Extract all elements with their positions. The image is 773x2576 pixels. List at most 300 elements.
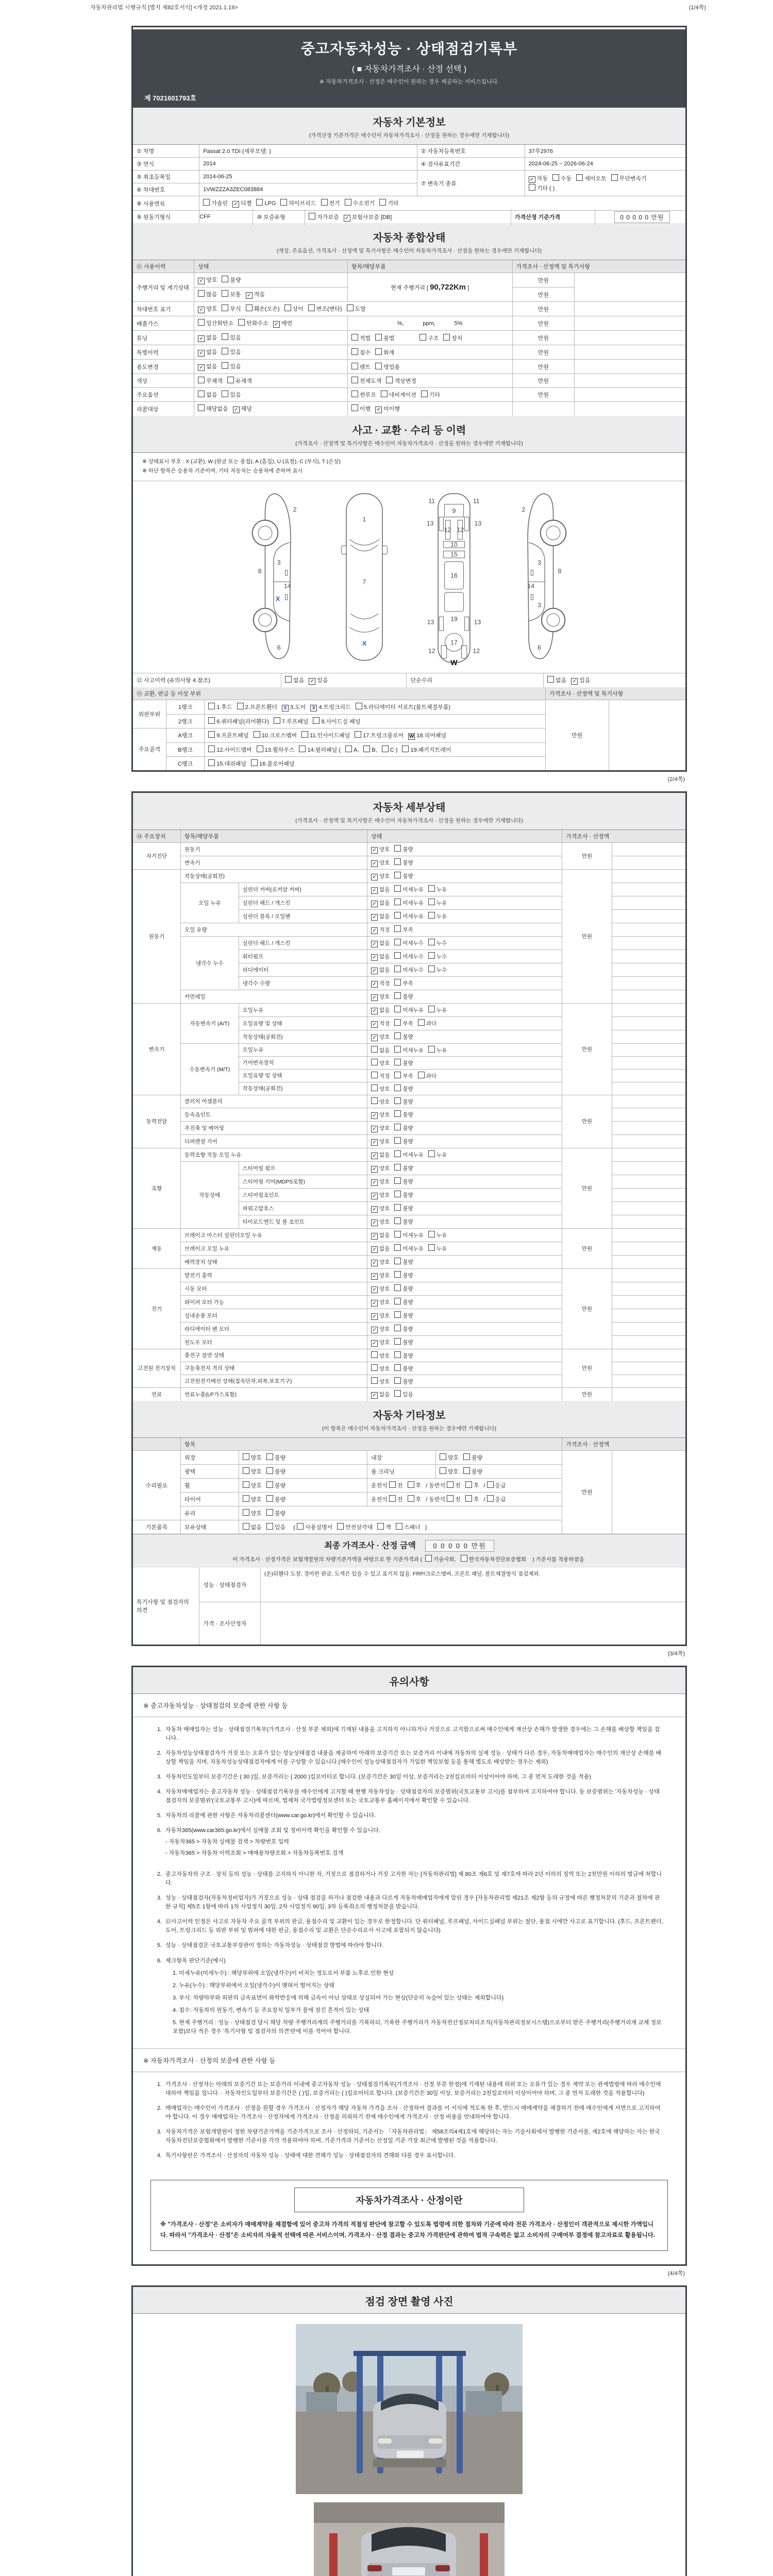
checkbox-양호[interactable] — [198, 276, 217, 284]
price-amount-cell: 만원 — [562, 869, 612, 1003]
checkbox-불량[interactable] — [394, 1284, 413, 1293]
checkbox-미세누유[interactable] — [394, 1046, 424, 1054]
checkbox-양호[interactable] — [371, 1164, 390, 1173]
checkbox-있음[interactable] — [266, 1523, 285, 1531]
checkbox-불량[interactable] — [394, 1191, 413, 1199]
title-band — [133, 27, 685, 108]
checkbox-양호[interactable] — [243, 1467, 262, 1476]
inspection-item-label: 작동상태(공회전) — [239, 1082, 367, 1095]
checkbox-icon: ✓ — [371, 1206, 378, 1213]
checkbox-LPG[interactable] — [256, 199, 276, 207]
checkbox-불량[interactable] — [463, 1467, 482, 1476]
checkbox-전[interactable] — [447, 1495, 461, 1503]
checkbox-미세누유[interactable] — [394, 1244, 424, 1252]
checkbox-불량[interactable] — [463, 1453, 482, 1462]
checkbox-미세누유[interactable] — [394, 899, 424, 907]
checkbox-스패너[interactable] — [396, 1523, 421, 1531]
checkbox-미세누수[interactable] — [394, 965, 424, 974]
checkbox-유채색[interactable] — [227, 377, 252, 385]
checkbox-1.후드[interactable] — [208, 703, 232, 711]
checkbox-미세누유[interactable] — [394, 1150, 424, 1159]
checkbox-도말[interactable] — [347, 304, 366, 313]
checkbox-양호[interactable] — [371, 845, 390, 854]
checkbox-없음[interactable] — [198, 391, 217, 399]
checkbox-없음[interactable] — [285, 676, 304, 684]
checkbox-label: 2.프론트휀더 — [245, 704, 277, 710]
checkbox-icon — [254, 731, 260, 738]
checkbox-안전삼각대[interactable] — [337, 1523, 373, 1531]
checkbox-없음[interactable] — [371, 939, 390, 947]
checkbox-불량[interactable] — [394, 1204, 413, 1212]
checkbox-전[interactable] — [389, 1495, 403, 1503]
checkbox-icon — [394, 1364, 401, 1371]
checkbox-불량[interactable] — [394, 1097, 413, 1106]
inspection-item-label: 구동축전지 격리 상태 — [181, 1362, 367, 1375]
checkbox-양호[interactable] — [371, 859, 390, 867]
inspection-item-label: 작동상태(공회전) — [181, 869, 367, 883]
checkbox-부족[interactable] — [394, 979, 413, 987]
checkbox-icon — [243, 1509, 249, 1516]
checkbox-양호[interactable] — [198, 304, 217, 313]
inspection-item-state — [367, 883, 562, 896]
special-note-cell — [612, 1043, 685, 1056]
checkbox-색상변경[interactable] — [386, 377, 416, 385]
checkbox-양호[interactable] — [440, 1453, 459, 1462]
device-group-label: 고전원 전기장치 — [133, 1349, 181, 1387]
checkbox-없음[interactable] — [371, 1006, 390, 1014]
checkbox-icon — [375, 348, 382, 355]
table-header-row — [133, 687, 685, 700]
checkbox-디젤[interactable] — [232, 199, 251, 208]
checkbox-icon — [394, 899, 401, 905]
section-note: (색상, 주요옵션, 가격조사 · 산정액 및 특기사항은 매수인이 자동차가격조사 · 산정을 원하는 경우에만 기재합니다) — [276, 248, 542, 254]
checkbox-썬루프[interactable] — [351, 391, 376, 399]
checkbox-불량[interactable] — [222, 276, 241, 284]
checkbox-없음[interactable] — [371, 966, 390, 974]
checkbox-5.라디에이터 서포트(볼트체결부품)[interactable] — [356, 703, 450, 711]
checkbox-8.사이드실 패널[interactable] — [313, 717, 360, 725]
checkbox-보험사보증 [DB][interactable] — [344, 213, 392, 222]
checkbox-icon — [611, 174, 618, 181]
checkbox-양호[interactable] — [371, 1325, 390, 1333]
checkbox-있음[interactable] — [222, 348, 241, 356]
checkbox-적정[interactable] — [371, 1020, 390, 1028]
checkbox-응급[interactable] — [487, 1481, 506, 1489]
checkbox-B,[interactable] — [363, 745, 377, 753]
checkbox-사용설명서[interactable] — [297, 1523, 332, 1531]
checkbox-세미오토[interactable] — [576, 174, 607, 182]
checkbox-미세누유[interactable] — [394, 912, 424, 920]
checkbox-해당없음[interactable] — [198, 404, 228, 413]
checkbox-icon — [266, 1509, 273, 1516]
checkbox-불량[interactable] — [266, 1481, 285, 1489]
checkbox-한국자동차진단보증협회[interactable] — [461, 1555, 527, 1563]
checkbox-양호[interactable] — [371, 1033, 390, 1041]
checkbox-9.프론트패널[interactable] — [208, 731, 248, 739]
inspection-item-label: 스티어링 펌프 — [239, 1161, 367, 1175]
checkbox-불량[interactable] — [394, 1032, 413, 1041]
checkbox-label: 양호 — [379, 846, 390, 853]
checkbox-기술사회,[interactable] — [425, 1555, 456, 1563]
checkbox-6.쿼터패널(리어휀다)[interactable] — [208, 717, 269, 725]
checkbox-불량[interactable] — [394, 992, 413, 1001]
checkbox-불량[interactable] — [266, 1495, 285, 1503]
checkbox-양호[interactable] — [371, 1272, 390, 1280]
checkbox-있음[interactable] — [394, 1390, 413, 1398]
checkbox-미세누수[interactable] — [394, 952, 424, 960]
checkbox-양호[interactable] — [371, 1097, 390, 1106]
checkbox-구조[interactable] — [419, 334, 439, 342]
checkbox-없음[interactable] — [371, 1231, 390, 1240]
checkbox-전체도색[interactable] — [351, 377, 382, 385]
checkbox-불량[interactable] — [394, 1311, 413, 1319]
checkbox-후[interactable] — [465, 1495, 479, 1503]
checkbox-영업용[interactable] — [375, 363, 400, 371]
checkbox-icon: X — [282, 705, 289, 711]
checkbox-누유[interactable] — [428, 1150, 447, 1159]
inspection-item-state — [367, 1228, 562, 1242]
checkbox-양호[interactable] — [371, 1084, 390, 1093]
checkbox-불량[interactable] — [394, 1271, 413, 1279]
checkbox-양호[interactable] — [371, 1124, 390, 1132]
checkbox-양호[interactable] — [371, 1338, 390, 1347]
checkbox-누유[interactable] — [428, 1006, 447, 1014]
checkbox-전기[interactable] — [321, 199, 340, 207]
main-option-options — [194, 388, 348, 402]
checkbox-없음[interactable] — [371, 912, 390, 921]
checkbox-상이[interactable] — [284, 304, 304, 313]
table-row — [133, 345, 685, 360]
checkbox-양호[interactable] — [371, 1111, 390, 1119]
checkbox-7.루프패널[interactable] — [274, 717, 309, 725]
checkbox-하이브리드[interactable] — [280, 199, 316, 207]
checkbox-11.인사이드패널[interactable] — [301, 731, 350, 739]
checkbox-label: 양호 — [250, 1482, 262, 1489]
notice-item — [152, 1725, 664, 1743]
checkbox-양호[interactable] — [371, 1298, 390, 1307]
checkbox-과다[interactable] — [418, 1072, 436, 1080]
checkbox-양호[interactable] — [371, 993, 390, 1001]
checkbox-불량[interactable] — [394, 1164, 413, 1172]
checkbox-침수[interactable] — [351, 348, 371, 357]
checkbox-렌트[interactable] — [351, 363, 371, 371]
checkbox-18.리어패널[interactable] — [408, 731, 446, 740]
checkbox-없음[interactable] — [198, 333, 217, 342]
checkbox-자가보증[interactable] — [309, 213, 339, 221]
notice-item-text: 성능 · 상태점검자(자동차정비업자)가 거짓으로 성능 · 상태 점검을 하거나 점검한 내용과 다르게 자동차매매업자에게 알린 경우 [자동차관리법 제21조 제2항 등의 규정에 따른 행정처분의 기준과 절차에 관한 규칙] 제5조 1항에 따라 1차 사업정지 30일, 2차 사업정지 90일, 3차 등록취소의 행정처분을 받습니다. — [165, 1895, 660, 1910]
checkbox-label: 불량 — [402, 1285, 413, 1292]
checkbox-양호[interactable] — [371, 1285, 390, 1293]
checkbox-미세누수[interactable] — [394, 939, 424, 947]
checkbox-label: LPG — [264, 200, 276, 207]
inspection-item-state — [367, 909, 562, 923]
checkbox-미세누유[interactable] — [394, 1006, 424, 1014]
panel-number: 7 — [362, 578, 366, 586]
checkbox-훼손(오손)[interactable] — [246, 304, 280, 313]
checkbox-잭[interactable] — [377, 1523, 391, 1531]
checkbox-적음[interactable] — [246, 290, 265, 299]
checkbox-양호[interactable] — [371, 1351, 390, 1360]
checkbox-label: 무채색 — [206, 378, 223, 384]
checkbox-누수[interactable] — [428, 952, 447, 960]
special-note-cell — [612, 1148, 685, 1161]
checkbox-label: 11.인사이드패널 — [309, 732, 350, 739]
checkbox-불량[interactable] — [394, 1177, 413, 1185]
checkbox-없음[interactable] — [371, 899, 390, 907]
checkbox-icon: ✓ — [529, 176, 535, 183]
checkbox-이행[interactable] — [351, 404, 371, 413]
tire-options — [239, 1492, 367, 1506]
checkbox-없음[interactable] — [371, 1391, 390, 1399]
inspection-item-label: 스티어링 기어(MDPS포함) — [239, 1175, 367, 1188]
checkbox-10.크로스멤버[interactable] — [254, 731, 297, 739]
checkbox-19.패키지트레이[interactable] — [402, 745, 451, 754]
engine-type-value: CFF — [199, 214, 211, 220]
checkbox-전[interactable] — [389, 1481, 403, 1489]
checkbox-불량[interactable] — [394, 1338, 413, 1346]
checkbox-기타 ( )[interactable] — [529, 184, 555, 192]
price-amount-cell: 만원 — [512, 374, 575, 388]
checkbox-없음[interactable] — [371, 886, 390, 894]
checkbox-미세누유[interactable] — [394, 1231, 424, 1239]
row-label: 용도변경 — [133, 360, 194, 374]
panel-number: 14 — [283, 582, 291, 590]
checkbox-icon — [394, 1204, 401, 1211]
checkbox-label: 불량 — [402, 1352, 413, 1359]
checkbox-icon: ✓ — [371, 887, 378, 894]
checkbox-화재[interactable] — [375, 348, 394, 357]
checkbox-불량[interactable] — [394, 1217, 413, 1226]
checkbox-과다[interactable] — [418, 1019, 436, 1027]
page-2 — [131, 791, 687, 1646]
checkbox-label: 전체도색 — [359, 378, 382, 384]
checkbox-누유[interactable] — [428, 912, 447, 920]
checkbox-있음[interactable] — [222, 362, 241, 370]
checkbox-양호[interactable] — [371, 1218, 390, 1226]
checkbox-적법[interactable] — [351, 334, 371, 342]
checkbox-icon — [394, 979, 401, 986]
checkbox-자동[interactable] — [529, 174, 548, 183]
checkbox-없음[interactable] — [371, 1151, 390, 1159]
checkbox-보통[interactable] — [222, 290, 241, 298]
checkbox-있음[interactable] — [222, 391, 241, 399]
notice-item-text: 자동차가격은 보험개발원이 정한 차량기준가액을 기준가격으로 조사 · 산정하되, 기준서는 「자동차관리법」 제58조의4제1호에 해당하는 자는 기술사회에서 발행한 기준서를, 제2호에 해당하는 자는 한국자동차진단보증협회에서 발행한 기준서를 각각 적용하여야 하며, 기준가격과 기준서는 산정일 기준 가장 최근에 발행된 것을 적용합니다. — [165, 2129, 660, 2144]
checkbox-양호[interactable] — [371, 1059, 390, 1067]
checkbox-불법[interactable] — [375, 334, 394, 342]
checkbox-있음[interactable] — [571, 676, 590, 685]
checkbox-해당[interactable] — [233, 404, 252, 413]
checkbox-icon — [394, 939, 401, 945]
checkbox-장치[interactable] — [443, 334, 462, 342]
checkbox-없음[interactable] — [243, 1523, 262, 1531]
checkbox-icon: ✓ — [371, 1008, 378, 1014]
checkbox-불량[interactable] — [394, 1110, 413, 1118]
checkbox-label: 미세누유 — [402, 913, 424, 920]
checkbox-양호[interactable] — [371, 1377, 390, 1385]
checkbox-15.대쉬패널[interactable] — [208, 759, 246, 768]
checkbox-label: 미이행 — [383, 406, 400, 412]
special-note-cell — [612, 1387, 685, 1401]
checkbox-누유[interactable] — [428, 1244, 447, 1252]
checkbox-label: 전기 — [329, 200, 340, 207]
checkbox-변조(변타)[interactable] — [308, 304, 342, 313]
checkbox-누수[interactable] — [428, 965, 447, 974]
column-header: ⑬ 교환, 판금 등 이상 부위 — [133, 687, 545, 700]
inspection-item-state — [367, 1335, 562, 1349]
checkbox-미세누유[interactable] — [394, 885, 424, 893]
checkbox-있음[interactable] — [309, 676, 328, 685]
checkbox-없음[interactable] — [371, 953, 390, 961]
checkbox-누수[interactable] — [428, 939, 447, 947]
checkbox-적정[interactable] — [371, 979, 390, 988]
checkbox-불량[interactable] — [394, 872, 413, 880]
checkbox-양호[interactable] — [440, 1467, 459, 1476]
checkbox-없음[interactable] — [547, 676, 566, 684]
checkbox-미이행[interactable] — [375, 404, 400, 413]
checkbox-누유[interactable] — [428, 1231, 447, 1239]
exterior-options — [239, 1450, 367, 1464]
checkbox-13.휠하우스[interactable] — [257, 745, 295, 754]
checkbox-양호[interactable] — [243, 1481, 262, 1489]
wheel-position-options — [367, 1478, 562, 1492]
checkbox-양호[interactable] — [371, 1205, 390, 1213]
checkbox-불량[interactable] — [394, 1137, 413, 1145]
inspection-document — [131, 26, 687, 2576]
checkbox-매연[interactable] — [273, 319, 292, 328]
checkbox-14.필러패널 ([interactable] — [299, 745, 341, 754]
checkbox-icon — [266, 1467, 273, 1474]
checkbox-불량[interactable] — [394, 1059, 413, 1067]
checkbox-수소전기[interactable] — [345, 199, 375, 207]
checkbox-수동[interactable] — [552, 174, 572, 182]
checkbox-후[interactable] — [408, 1481, 422, 1489]
checkbox-무단변속기[interactable] — [611, 174, 647, 182]
checkbox-양호[interactable] — [243, 1495, 262, 1503]
checkbox-불량[interactable] — [266, 1453, 285, 1462]
checkbox-적정[interactable] — [371, 1072, 390, 1080]
checkbox-없음[interactable] — [198, 348, 217, 357]
checkbox-icon — [222, 391, 228, 397]
checkbox-적정[interactable] — [371, 926, 390, 934]
tire-position-options — [367, 1492, 562, 1506]
checkbox-부식[interactable] — [222, 304, 241, 313]
checkbox-양호[interactable] — [371, 1312, 390, 1320]
checkbox-불량[interactable] — [394, 1298, 413, 1306]
checkbox-무채색[interactable] — [198, 377, 223, 385]
checkbox-label: 누유 — [436, 1232, 447, 1239]
rankB-options — [205, 742, 546, 756]
checkbox-네비게이션[interactable] — [381, 391, 416, 399]
checkbox-일산화탄소[interactable] — [198, 319, 233, 327]
checkbox-탄화수소[interactable] — [238, 319, 268, 327]
checkbox-누유[interactable] — [428, 885, 447, 893]
checkbox-label: 16.플로어패널 — [259, 760, 295, 767]
checkbox-불량[interactable] — [394, 1351, 413, 1360]
checkbox-불량[interactable] — [394, 1124, 413, 1132]
checkbox-부족[interactable] — [394, 925, 413, 934]
checkbox-16.플로어패널[interactable] — [251, 759, 294, 768]
checkbox-C )[interactable] — [382, 745, 398, 753]
checkbox-후[interactable] — [465, 1481, 479, 1489]
checkbox-icon — [243, 1467, 249, 1474]
checkbox-양호[interactable] — [371, 1258, 390, 1266]
inspection-item-state — [367, 963, 562, 976]
special-note-cell — [612, 1375, 685, 1387]
checkbox-12.사이드멤버[interactable] — [208, 745, 251, 754]
checkbox-label: 있음 — [230, 335, 241, 341]
checkbox-양호[interactable] — [371, 1138, 390, 1146]
checkbox-icon: ✓ — [371, 1166, 378, 1173]
checkbox-A,[interactable] — [345, 745, 359, 753]
checkbox-불량[interactable] — [266, 1467, 285, 1476]
inspection-item-state — [367, 1069, 562, 1082]
checkbox-양호[interactable] — [371, 1178, 390, 1186]
checkbox-불량[interactable] — [394, 1084, 413, 1093]
checkbox-양호[interactable] — [243, 1453, 262, 1462]
checkbox-많음[interactable] — [198, 290, 217, 298]
checkbox-양호[interactable] — [243, 1509, 262, 1517]
checkbox-후[interactable] — [408, 1495, 422, 1503]
price-amount-cell: 만원 — [512, 388, 575, 402]
form-meta — [0, 0, 773, 12]
checkbox-불량[interactable] — [394, 1377, 413, 1385]
panel-number: 16 — [450, 571, 458, 579]
checkbox-없음[interactable] — [371, 1245, 390, 1253]
checkbox-전[interactable] — [447, 1481, 461, 1489]
checkbox-부족[interactable] — [394, 1019, 413, 1027]
notice-item — [152, 1941, 664, 1950]
checkbox-불량[interactable] — [394, 1325, 413, 1333]
checkbox-가솔린[interactable] — [203, 199, 228, 207]
checkbox-불량[interactable] — [394, 1364, 413, 1372]
checkbox-3.도어[interactable] — [282, 703, 306, 711]
polish-options — [239, 1464, 367, 1478]
checkbox-없음[interactable] — [198, 362, 217, 371]
checkbox-불량[interactable] — [394, 845, 413, 853]
checkbox-4.트렁크리드[interactable] — [310, 703, 350, 711]
special-note-cell — [612, 896, 685, 909]
inspection-item-label: 냉각수 수량 — [239, 976, 367, 990]
checkbox-기타[interactable] — [421, 391, 440, 399]
checkbox-없음[interactable] — [371, 1046, 390, 1054]
notice-item — [152, 1773, 664, 1782]
checkbox-기타[interactable] — [379, 199, 398, 207]
checkbox-icon — [394, 1124, 401, 1130]
checkbox-누유[interactable] — [428, 1046, 447, 1054]
checkbox-부족[interactable] — [394, 1072, 413, 1080]
checkbox-누유[interactable] — [428, 899, 447, 907]
checkbox-icon — [297, 1523, 304, 1530]
checkbox-불량[interactable] — [394, 1258, 413, 1266]
checkbox-불량[interactable] — [394, 858, 413, 867]
checkbox-17.트렁크플로어[interactable] — [355, 731, 404, 739]
checkbox-icon: ✓ — [198, 350, 205, 357]
checkbox-불량[interactable] — [266, 1509, 285, 1517]
checkbox-있음[interactable] — [222, 333, 241, 342]
special-note-cell — [575, 273, 685, 302]
checkbox-icon — [394, 1338, 401, 1345]
checkbox-양호[interactable] — [371, 1191, 390, 1199]
checkbox-2.프론트휀더[interactable] — [237, 703, 277, 711]
checkbox-응급[interactable] — [487, 1495, 506, 1503]
checkbox-양호[interactable] — [371, 1364, 390, 1372]
notice-subsection-b: ※ 자동차가격조사 · 산정의 보증에 관한 사항 등 — [133, 2048, 685, 2072]
price-amount-cell: 만원 — [562, 1349, 612, 1387]
special-note-cell — [575, 345, 685, 360]
checkbox-label: 없음 — [379, 967, 390, 973]
checkbox-양호[interactable] — [371, 872, 390, 880]
checkbox-icon: ✓ — [375, 406, 382, 413]
